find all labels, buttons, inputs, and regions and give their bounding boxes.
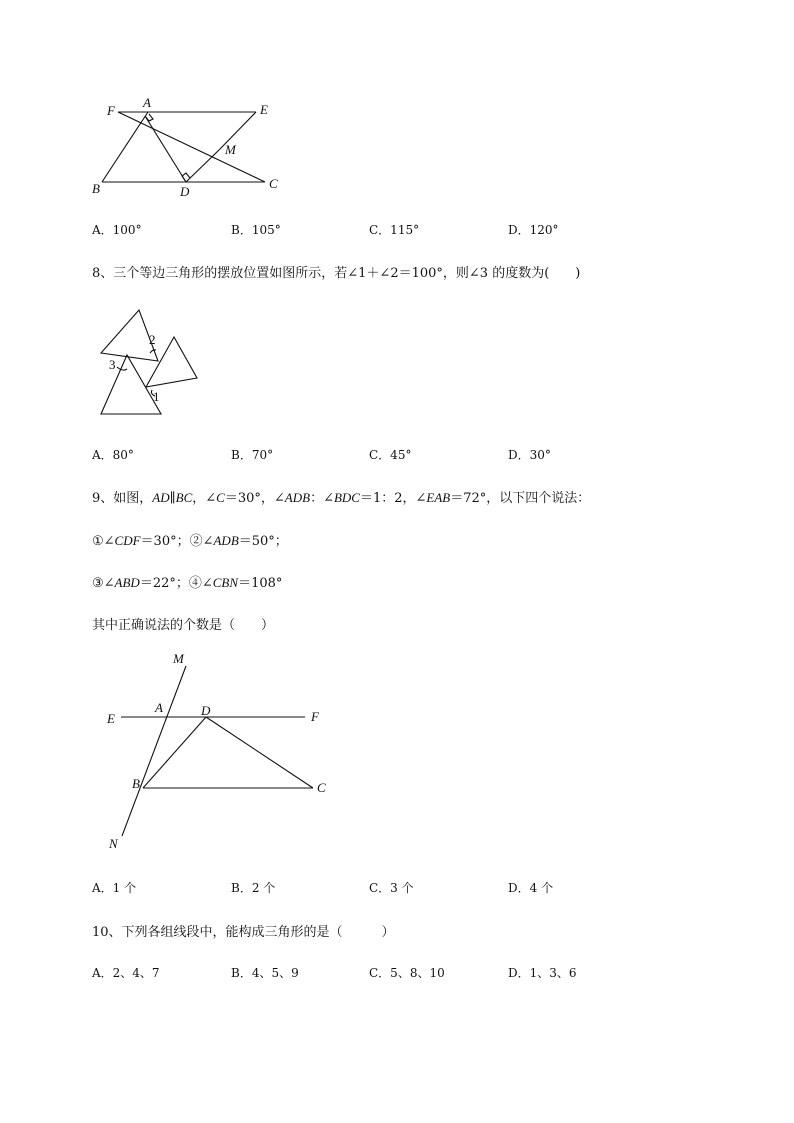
q8-option-c[interactable]: C．45°	[369, 448, 412, 462]
segment-FC	[118, 112, 265, 182]
segment-AD	[145, 116, 186, 182]
q9-option-b[interactable]: B．2 个	[231, 881, 276, 895]
q9-option-a[interactable]: A．1 个	[92, 881, 137, 895]
label-C: C	[269, 176, 278, 191]
q7-figure	[88, 92, 298, 202]
angle-label-3: 3	[109, 357, 116, 372]
q8-options	[92, 446, 732, 464]
q8-option-a[interactable]: A．80°	[92, 448, 134, 462]
label-E: E	[260, 102, 268, 117]
label-F: F	[311, 709, 319, 724]
q10-option-a[interactable]: A．2、4、7	[92, 966, 160, 980]
label-D: D	[180, 184, 190, 199]
q10-options	[92, 964, 732, 982]
q9-question: 其中正确说法的个数是（ ）	[92, 618, 275, 633]
label-E: E	[107, 711, 115, 726]
q7-options	[92, 221, 732, 239]
label-D: D	[201, 703, 211, 718]
q8-figure	[92, 300, 212, 425]
q9-statements-1: ①∠CDF＝30°；②∠ADB＝50°；	[92, 533, 288, 549]
q8-option-d[interactable]: D．30°	[508, 448, 551, 462]
q8-option-b[interactable]: B．70°	[231, 448, 274, 462]
q7-option-b[interactable]: B．105°	[231, 223, 281, 237]
q9-option-d[interactable]: D．4 个	[508, 881, 554, 895]
segment-DM	[186, 150, 219, 182]
segment-BD	[143, 717, 206, 788]
angle-label-1: 1	[153, 389, 160, 404]
q9-figure	[100, 648, 340, 854]
q10-stem: 10、下列各组线段中，能构成三角形的是（ ）	[92, 925, 395, 940]
label-B: B	[132, 776, 140, 791]
q7-option-a[interactable]: A．100°	[92, 223, 142, 237]
q9-stem: 9、如图，AD∥BC，∠C＝30°，∠ADB：∠BDC＝1：2，∠EAB＝72°，以下四个说法：	[92, 490, 591, 506]
q9-statements-2: ③∠ABD＝22°；④∠CBN＝108°	[92, 575, 283, 591]
label-A: A	[143, 95, 151, 110]
q7-option-c[interactable]: C．115°	[369, 223, 420, 237]
q8-stem: 8、三个等边三角形的摆放位置如图所示，若∠1＋∠2＝100°，则∠3 的度数为( )	[92, 266, 581, 281]
q7-option-d[interactable]: D．120°	[508, 223, 559, 237]
q10-option-b[interactable]: B．4、5、9	[231, 966, 299, 980]
segment-DC	[206, 717, 313, 788]
q10-option-d[interactable]: D．1、3、6	[508, 966, 577, 980]
label-C: C	[317, 780, 326, 795]
q10-option-c[interactable]: C．5、8、10	[369, 966, 445, 980]
label-M: M	[225, 142, 236, 157]
q9-options	[92, 879, 732, 897]
angle-label-2: 2	[149, 332, 156, 347]
label-B: B	[92, 181, 100, 196]
q9-option-c[interactable]: C．3 个	[369, 881, 414, 895]
right-angle-mark-D	[182, 173, 190, 182]
label-A: A	[155, 700, 163, 715]
label-N: N	[109, 836, 118, 851]
label-M: M	[173, 651, 184, 666]
label-F: F	[107, 103, 115, 118]
